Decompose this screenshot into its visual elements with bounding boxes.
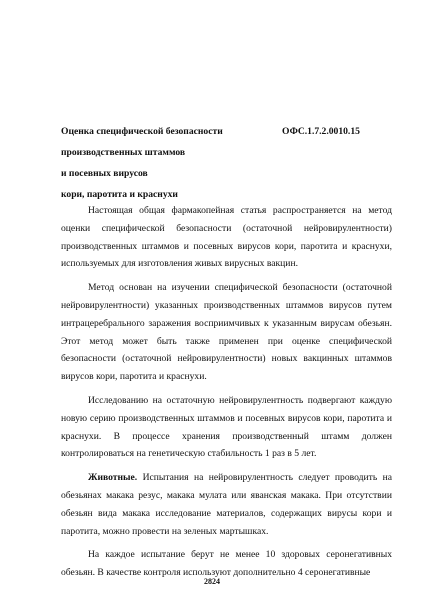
title-line-3: и посевных вирусов [61,168,148,179]
paragraph-animals [61,469,392,540]
article-body [61,202,392,582]
paragraph-method: Метод основан на изучении специфической безопасности (остаточной нейровирулентности) указанных производственных штаммов вирусов путем интрацеребрального заражения восприимчивых к указанным вирусам обезьян. Этот метод может быть также применен при оценке специфической безопасности (остаточной нейровирулентности) новых вакцинных штаммов вирусов кори, паротита и краснухи. [61,282,392,383]
animals-text: Испытания на нейровирулентность следует проводить на обезьянах макака резус, макака мулата или яванская макака. При отсутствии обезьян вида макака исследование материалов, содержащих вирусы кори и паротита, можно провести на зеленых мартышках. [61,472,392,537]
page-number: 2824 [204,577,220,586]
paragraph-scope: Настоящая общая фармакопейная статья распространяется на метод оценки специфической безопасности (остаточной нейровирулентности) производственных штаммов и посевных вирусов кори, паротита и краснухи, используемых для изготовления живых вирусных вакцин. [61,205,392,270]
title-line-2: производственных штаммов [61,147,186,158]
title-line-4: кори, паротита и краснухи [61,189,178,200]
paragraph-testing: Исследованию на остаточную нейровирулентность подвергают каждую новую серию производственных штаммов и посевных вирусов кори, паротита и краснухи. В процессе хранения производственный штамм должен контролироваться на генетическую стабильность 1 раз в 5 лет. [61,394,392,460]
article-code: ОФС.1.7.2.0010.15 [282,126,360,137]
animals-heading: Животные. [88,472,138,484]
paragraph-test-groups: На каждое испытание берут не менее 10 здоровых серонегативных обезьян. В качестве контроля используют дополнительно 4 серонегативные [61,549,392,579]
title-line-1: Оценка специфической безопасности [61,126,223,137]
